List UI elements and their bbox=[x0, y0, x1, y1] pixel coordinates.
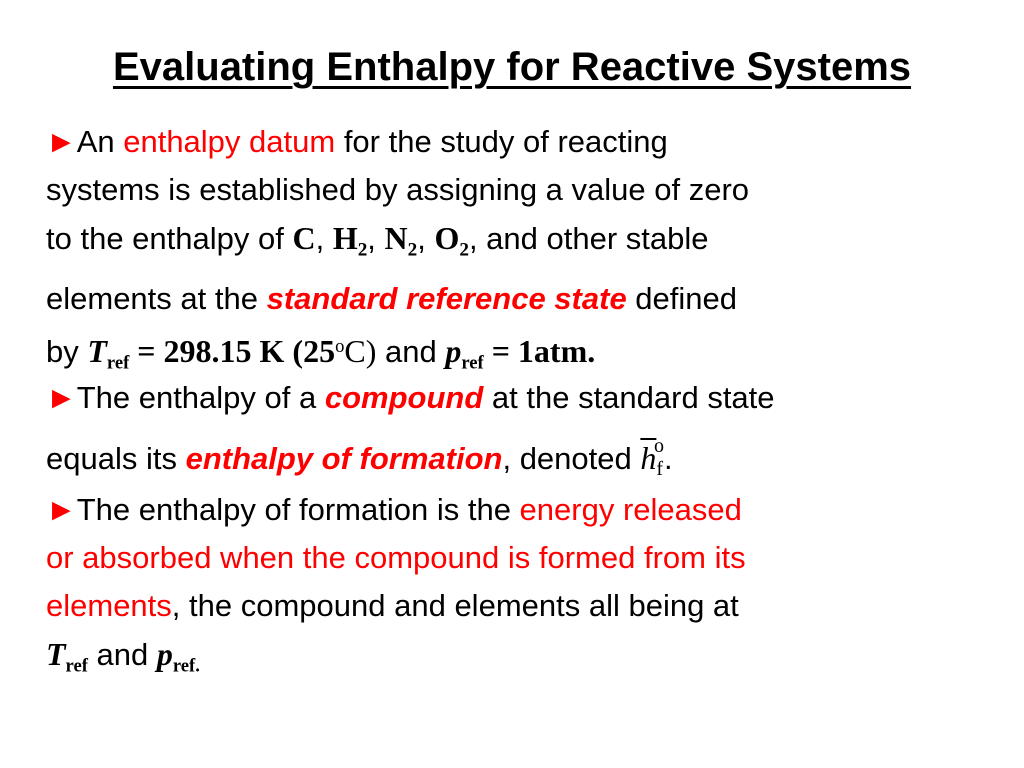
p1-text-1: An bbox=[76, 124, 124, 159]
slide-title: Evaluating Enthalpy for Reactive Systems bbox=[112, 45, 912, 89]
bullet-arrow-icon: ► bbox=[46, 380, 77, 415]
p2-text-3: equals its bbox=[46, 441, 186, 476]
p2-period: . bbox=[664, 441, 673, 476]
p2-text-4: , denoted bbox=[502, 441, 641, 476]
comma: , bbox=[417, 221, 435, 256]
p1-text-4: , and other stable bbox=[468, 221, 709, 256]
standard-reference-state: standard reference state bbox=[266, 280, 627, 316]
t-ref-temperature: $T_{ref} = 298.15$ K (25$^o$C) bbox=[87, 332, 377, 374]
and-text: and bbox=[376, 333, 446, 369]
bullet-arrow-icon: ► bbox=[46, 124, 77, 159]
comma: , bbox=[367, 221, 385, 256]
p1-text-5: elements at the bbox=[46, 280, 267, 316]
bullet-paragraph-3 bbox=[46, 486, 996, 691]
bullet-arrow-icon: ► bbox=[46, 492, 77, 527]
and-text: and bbox=[87, 637, 157, 672]
p1-line-2: systems is established by assigning a value of zero bbox=[46, 172, 750, 207]
bullet-paragraph-1 bbox=[46, 118, 996, 387]
p1-enthalpy-datum: enthalpy datum bbox=[123, 124, 336, 159]
p1-text-6: defined bbox=[626, 280, 738, 316]
bullet-paragraph-2 bbox=[46, 374, 996, 493]
p-ref-symbol: $p_{ref.}$ bbox=[156, 636, 200, 677]
p1-text-7: by bbox=[46, 333, 88, 369]
p1-text-2: for the study of reacting bbox=[335, 124, 668, 159]
elements-term: elements bbox=[46, 588, 172, 623]
element-h2: $H_2$ bbox=[332, 220, 368, 261]
p3-red-line: or absorbed when the compound is formed from its bbox=[46, 540, 746, 575]
element-c: C bbox=[292, 220, 316, 256]
element-n2: $N_2$ bbox=[384, 220, 418, 261]
compound-term: compound bbox=[324, 380, 484, 415]
p3-text-2: , the compound and elements all being at bbox=[171, 588, 739, 623]
p1-text-3: to the enthalpy of bbox=[46, 221, 293, 256]
element-o2: $O_2$ bbox=[434, 220, 469, 261]
p3-text-1: The enthalpy of formation is the bbox=[76, 492, 520, 527]
enthalpy-of-formation-term: enthalpy of formation bbox=[185, 441, 503, 476]
energy-released-term: energy released bbox=[519, 492, 742, 527]
comma: , bbox=[315, 221, 333, 256]
p-ref-pressure: $p_{ref} = 1atm$. bbox=[445, 332, 596, 374]
t-ref-symbol: $T_{ref}$ bbox=[46, 636, 88, 677]
p2-text-1: The enthalpy of a bbox=[76, 380, 325, 415]
enthalpy-formation-symbol: $\overline{h}f^o$ bbox=[640, 435, 665, 480]
p2-text-2: at the standard state bbox=[483, 380, 775, 415]
